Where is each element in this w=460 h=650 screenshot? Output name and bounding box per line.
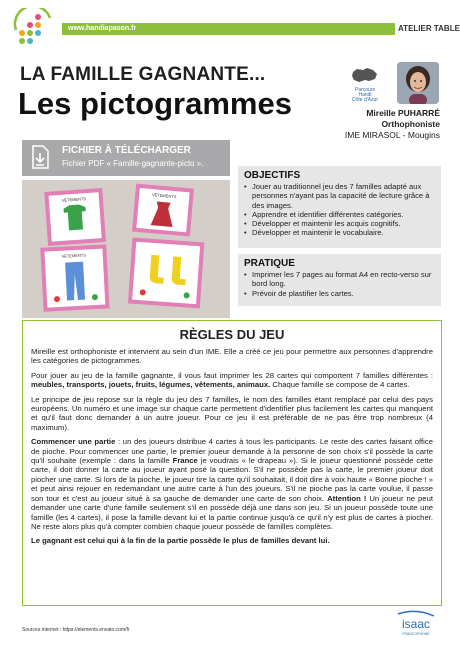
isaac-logo-sub: FRANCOPHONE	[402, 632, 430, 636]
download-title: FICHIER À TÉLÉCHARGER	[62, 145, 191, 156]
rules-p2-end: Chaque famille se compose de 4 cartes.	[270, 380, 410, 390]
cards-photo	[22, 180, 230, 318]
rules-p4-text: : un des joueurs distribue 4 cartes à tous les participants. Le reste des cartes faisant office de pioche. Pour commencer une partie, le premier joueur demande à la personne de son choix s'il possède la carte qu'il souhaite (exemple : dans la famille	[31, 437, 434, 466]
section-label: ATELIER TABLE	[398, 24, 460, 33]
card-label-2: VÊTEMENTS	[151, 192, 177, 200]
download-file-icon	[27, 144, 53, 170]
author-photo	[397, 62, 439, 104]
isaac-logo	[394, 610, 438, 638]
pratique-list	[244, 270, 435, 298]
rules-section	[22, 320, 442, 606]
rules-paragraph-2	[31, 371, 433, 390]
rules-p4-attention: Attention !	[327, 493, 367, 503]
objectifs-list	[244, 182, 435, 238]
list-item: • Jouer au traditionnel jeu des 7 familles adapté aux personnes n'ayant pas la capacité de lecture grâce à des images.	[244, 182, 435, 210]
rules-p4-lead: Commencer une partie	[31, 437, 116, 447]
parcours-logo-line2: Handi	[358, 92, 372, 98]
rules-paragraph-4	[31, 437, 433, 531]
card-label-3: VÊTEMENTS	[61, 252, 87, 259]
sources-note: Sources internet : https://elements.envato.com/fr	[22, 627, 130, 633]
parcours-logo-line1: Parcours	[354, 87, 376, 93]
rules-p2-text: Pour jouer au jeu de la famille gagnante, il vous faut imprimer les 28 cartes qui comportent 7 familles différentes :	[31, 370, 433, 380]
download-box[interactable]	[22, 140, 230, 176]
rules-p4-france: France	[172, 456, 198, 466]
page-title-line2: Les pictogrammes	[18, 86, 292, 121]
rules-p2-families: meubles, transports, jouets, fruits, légumes, vêtements, animaux.	[31, 380, 271, 390]
page-title-line1: LA FAMILLE GAGNANTE...	[20, 64, 266, 85]
card-label-1: VÊTEMENTS	[61, 196, 87, 203]
pratique-title: PRATIQUE	[244, 258, 295, 269]
rules-paragraph-3: Le principe de jeu repose sur la règle du jeu des 7 familles, le nom des familles étant remplacé par celui des pays européens. Un numéro et une image sur chaque carte permettent d'identifier plus facilement les cartes qui manquent et qu'il faut donc demander à un autre joueur. Pour ce jeu il est préférable de ne pas être trop nombreux (4 maximum).	[31, 394, 433, 432]
parcours-logo	[345, 66, 385, 104]
isaac-logo-text: isaac	[401, 617, 431, 631]
list-item: • Développer et maintenir les acquis cognitifs.	[244, 219, 435, 228]
author-place: IME MIRASOL - Mougins	[344, 130, 440, 140]
site-url-link[interactable]: www.handiapason.fr	[68, 25, 137, 32]
rules-paragraph-5: Le gagnant est celui qui à la fin de la partie possède le plus de familles devant lui.	[31, 536, 330, 546]
author-role: Orthophoniste	[381, 119, 440, 129]
rules-p4-text3: Un joueur ne peut demander une carte d'une famille seulement s'il en possède déjà une dans son jeu. Si un joueur possède toute une famille (les 4 cartes), il pose la famille devant lui et la partie continue jusqu'à ce qu'il n'y est plus de cartes à piocher. Ne reste alors plus qu'à compter combien chaque joueur possède de familles complètes.	[31, 493, 433, 531]
author-block	[345, 108, 440, 141]
list-item: • Imprimer les 7 pages au format A4 en recto-verso sur bord long.	[244, 270, 435, 289]
list-item: • Développer et maintenir le vocabulaire.	[244, 228, 435, 237]
parcours-logo-line3: Côte d'Azur	[352, 97, 378, 103]
handiapason-logo	[10, 8, 58, 48]
rules-title: RÈGLES DU JEU	[179, 327, 285, 342]
objectifs-panel	[238, 166, 441, 248]
author-name: Mireille PUHARRÉ	[366, 108, 440, 118]
objectifs-title: OBJECTIFS	[244, 170, 301, 181]
rules-p4-text2: je voudrais « le drapeau »). Si le joueur questionné possède cette carte, il doit donner la carte au joueur ayant posé la question. S'il ne possède pas la carte, le premier joueur doit piocher une carte. Si lors de la pioche, le joueur tire la carte qu'il souhaitait, il doit dire à voix haute « Bonne pioche ! » et peut ainsi rejouer en redemandant une autre carte à l'un des joueurs. S'il ne pioche pas la carte voulue, il passe son tour et c'est au joueur situé à sa gauche de demander une carte de son choix.	[31, 456, 433, 503]
download-file-link[interactable]: Fichier PDF « Famille-gagnante-picto ».	[62, 159, 204, 168]
rules-paragraph-1: Mireille est orthophoniste et intervient au sein d'un IME. Elle a créé ce jeu pour permettre aux personnes d'apprendre les catégories de pictogrammes.	[31, 347, 433, 366]
list-item: • Prévoir de plastifier les cartes.	[244, 289, 435, 298]
header-bar	[62, 23, 395, 35]
list-item: • Apprendre et identifier différentes catégories.	[244, 210, 435, 219]
pratique-panel	[238, 254, 441, 306]
